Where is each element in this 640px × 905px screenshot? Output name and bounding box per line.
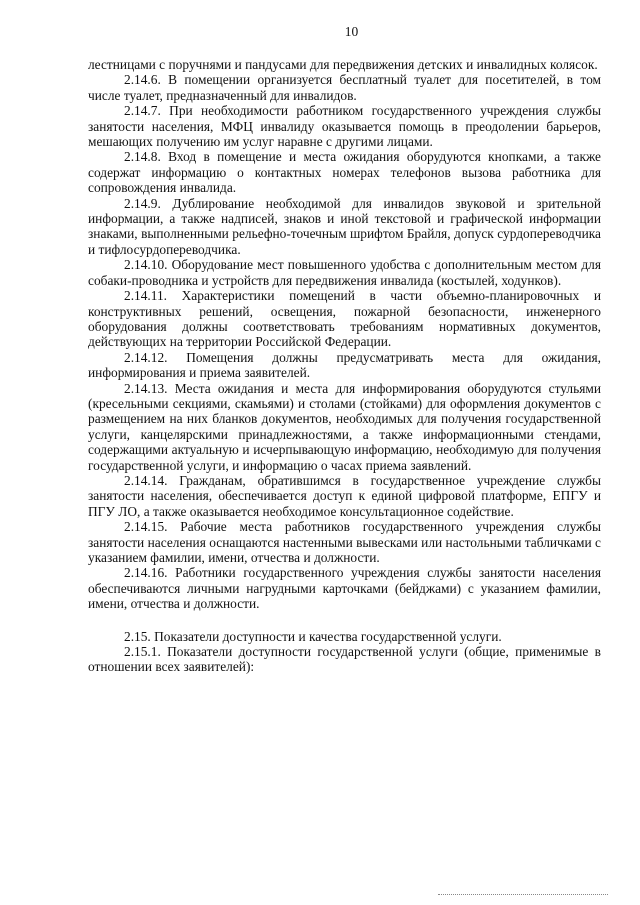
paragraph-2-14-14: 2.14.14. Гражданам, обратившимся в государственное учреждение службы занятости населения, обеспечивается доступ к единой цифровой платформе, ЕПГУ и ПГУ ЛО, а также оказывается необходимое консультационное содействие.: [88, 472, 601, 519]
page-number: 10: [344, 24, 359, 39]
section-heading-2-15: 2.15. Показатели доступности и качества государственной услуги.: [124, 628, 502, 644]
paragraph-2-14-11: 2.14.11. Характеристики помещений в части объемно-планировочных и конструктивных решений, освещения, пожарной безопасности, инженерного оборудования должны соответствовать требованиям нормативных документов, действующих на территории Российской Федерации.: [88, 288, 601, 350]
paragraph-2-14-7: 2.14.7. При необходимости работником государственного учреждения службы занятости населения, МФЦ инвалиду оказывается помощь в преодолении барьеров, мешающих получению им услуг наравне с другими лицами.: [88, 103, 601, 150]
paragraph-continuation: лестницами с поручнями и пандусами для передвижения детских и инвалидных колясок.: [88, 57, 598, 72]
paragraph-2-14-13: 2.14.13. Места ожидания и места для информирования оборудуются стульями (кресельными секциями, скамьями) и столами (стойками) для оформления документов с размещением на них бланков документов, необходимых для получения государственной услуги, канцелярскими принадлежностями, а также информационными стендами, содержащими актуальную и исчерпывающую информацию, необходимую для получения государственной услуги, и информацию о часах приема заявлений.: [88, 380, 601, 473]
paragraph-2-15-1: 2.15.1. Показатели доступности государственной услуги (общие, применимые в отношении всех заявителей):: [88, 644, 601, 675]
paragraph-2-14-9: 2.14.9. Дублирование необходимой для инвалидов звуковой и зрительной информации, а также надписей, знаков и иной текстовой и графической информации знаками, выполненными рельефно-точечным шрифтом Брайля, допуск сурдопереводчика и тифлосурдопереводчика.: [88, 195, 601, 257]
paragraph-2-14-6: 2.14.6. В помещении организуется бесплатный туалет для посетителей, в том числе туалет, предназначенный для инвалидов.: [88, 72, 601, 103]
paragraph-2-14-15: 2.14.15. Рабочие места работников государственного учреждения службы занятости населения оснащаются настенными вывесками или настольными табличками с указанием фамилии, имени, отчества и должности.: [88, 519, 601, 565]
paragraph-2-14-10: 2.14.10. Оборудование мест повышенного удобства с дополнительным местом для собаки-проводника и устройств для передвижения инвалида (костылей, ходунков).: [88, 257, 601, 288]
paragraph-2-14-16: 2.14.16. Работники государственного учреждения службы занятости населения обеспечиваются личными нагрудными карточками (бейджами) с указанием фамилии, имени, отчества и должности.: [88, 565, 601, 612]
paragraph-2-14-12: 2.14.12. Помещения должны предусматривать места для ожидания, информирования и приема заявителей.: [88, 349, 601, 381]
footer-dotted-line: [438, 894, 608, 895]
paragraph-2-14-8: 2.14.8. Вход в помещение и места ожидания оборудуются кнопками, а также содержат информацию о контактных номерах телефонов вызова работника для сопровождения инвалида.: [88, 149, 601, 196]
section-gap: [88, 612, 601, 629]
